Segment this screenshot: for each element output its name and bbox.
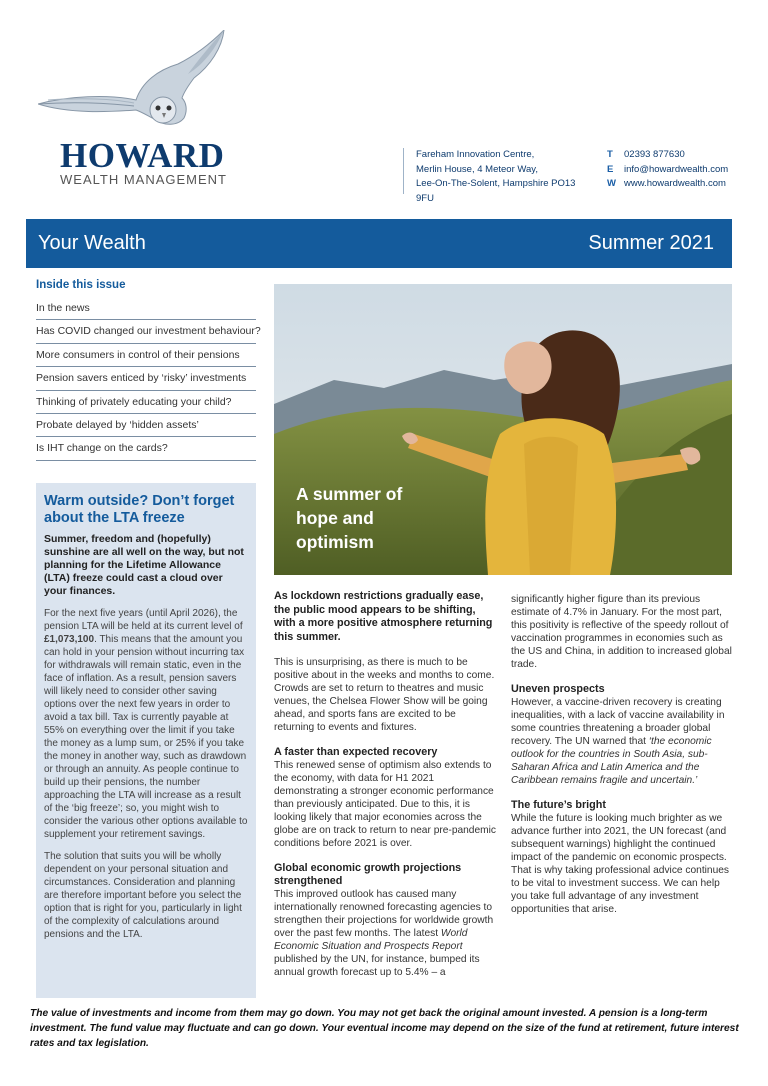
sidebar-article [36, 483, 256, 998]
main-article-paragraph: While the future is looking much brighter as we advance further into 2021, the UN forecast (and subsequent warnings) highlight the continued impact of the pandemic on economic prospects. That is why taking professional advice continues to be vital to investment success. We can help you take full advantage of any investment opportunities that arise. [511, 813, 730, 915]
toc-item[interactable]: Has COVID changed our investment behaviour? [36, 320, 256, 343]
main-article-lead: As lockdown restrictions gradually ease, the public mood appears to be shifting, with a more positive atmosphere returning this summer. [274, 590, 493, 643]
main-article-paragraph [511, 696, 733, 787]
main-article-paragraph: This is unsurprising, as there is much to be positive about in the weeks and months to come. Crowds are set to return to theatres and music venues, the Chelsea Flower Show will be going ahead, and sports fans are excited to be returning to events and fixtures. [274, 657, 495, 733]
text-run: For the next five years (until April 2026), the pension LTA will be held at its current level of [44, 608, 243, 632]
hero-caption: A summer of hope and optimism [296, 484, 403, 552]
sidebar-article-paragraph: The solution that suits you will be wholly dependent on your personal situation and circumstances. Consideration and planning are therefore important before you select the option that is right for you, particularly in light of the complexity of calculations around pensions and the LTA. [44, 851, 242, 940]
section-heading: Uneven prospects [511, 683, 605, 695]
contact-website[interactable] [607, 177, 728, 192]
contact-key: W [607, 178, 616, 189]
text-run: published by the UN, for instance, bumped its annual growth forecast up to 5.4% – a [274, 954, 480, 978]
report-title: World Economic Situation and Prospects Report [274, 928, 468, 952]
issue-banner [26, 219, 732, 268]
contact-key: E [607, 163, 614, 175]
contact-value[interactable]: info@howardwealth.com [624, 163, 729, 175]
contact-phone [607, 148, 728, 163]
risk-disclaimer: The value of investments and income from them may go down. You may not get back the original amount invested. A pension is a long-term investment. The fund value may fluctuate and can go down. Your eventual income may depend on the size of the fund at retirement, future interest rates and tax legislation. [30, 1008, 739, 1049]
toc-item[interactable]: More consumers in control of their pensions [36, 344, 256, 367]
toc-item[interactable]: In the news [36, 297, 256, 320]
sidebar-article-intro: Summer, freedom and (hopefully) sunshine are all well on the way, but not planning for the Lifetime Allowance (LTA) freeze could cast a cloud over your finances. [44, 533, 244, 597]
toc-item[interactable]: Probate delayed by ‘hidden assets’ [36, 414, 256, 437]
section-heading: Global economic growth projections strengthened [274, 862, 462, 887]
table-of-contents [36, 279, 261, 461]
main-article-column-2 [511, 593, 733, 928]
address-line: Fareham Innovation Centre, [416, 149, 535, 160]
main-article-paragraph-continued: significantly higher figure than its previous estimate of 4.7% in January. For the most part, this positivity is reflective of the speedy rollout of vaccination programmes in economies such as the US and China, in addition to increased global trade. [511, 594, 732, 670]
section-heading: The future’s bright [511, 799, 606, 811]
contact-address [403, 148, 593, 204]
sidebar-article-title: Warm outside? Don’t forget about the LTA freeze [44, 493, 235, 526]
address-line: Lee-On-The-Solent, Hampshire PO13 9FU [416, 178, 576, 204]
main-article-paragraph [274, 888, 496, 979]
text-run: However, a vaccine-driven recovery is creating inequalities, with a lack of vaccine availability in some countries threatening a broader global recovery. The UN warned that [511, 697, 725, 747]
lta-amount: £1,073,100 [44, 634, 95, 645]
toc-item[interactable]: Is IHT change on the cards? [36, 437, 256, 460]
un-quote: ‘the economic outlook for the countries in South Asia, sub-Saharan Africa and Latin America and the Caribbean remains fragile and uncertain.’ [511, 736, 712, 786]
contact-details [607, 148, 728, 192]
main-article-column-1 [274, 590, 496, 991]
brand-name: HOWARD [60, 136, 225, 175]
toc-item[interactable]: Pension savers enticed by ‘risky’ investments [36, 367, 256, 390]
contact-value[interactable]: www.howardwealth.com [624, 178, 726, 189]
contact-value: 02393 877630 [624, 149, 685, 160]
text-run: . This means that the amount you can hold in your pension without incurring tax for withdrawals will remain static, even in the face of inflation. As a result, pension savers will likely need to consider other saving options over the next few years in order to avoid a tax bill. Tax is currently payable at 55% on everything over the limit if you take the money as a lump sum, or 25% if you take the money in another way, such as drawdown or through an annuity. As people continue to build up their pensions, the number approaching the LTA will increase as a result of the ‘big freeze’; so, you might wish to consider the various other options available to supplement your retirement savings. [44, 634, 248, 840]
owl-icon [38, 30, 258, 140]
contact-email[interactable] [607, 163, 728, 178]
contact-key: T [607, 149, 613, 160]
hero-image [274, 284, 732, 575]
main-article-paragraph: This renewed sense of optimism also extends to the economy, with data for H1 2021 demonstrating a stronger economic performance than previously anticipated. Due to this, it is looking likely that major economies across the globe are on track to return to near pre-pandemic conditions before 2021 is over. [274, 760, 496, 849]
sidebar-article-paragraph [44, 607, 248, 841]
section-heading: A faster than expected recovery [274, 746, 438, 758]
banner-issue: Summer 2021 [588, 232, 714, 254]
brand-logo [38, 30, 258, 190]
address-line: Merlin House, 4 Meteor Way, [416, 163, 538, 175]
banner-title: Your Wealth [38, 232, 146, 254]
toc-item[interactable]: Thinking of privately educating your child? [36, 391, 256, 414]
text-run: This improved outlook has caused many internationally renowned forecasting agencies to strengthen their projections for worldwide growth over the past few months. The latest [274, 889, 494, 939]
toc-heading: Inside this issue [36, 279, 126, 291]
brand-subtitle: WEALTH MANAGEMENT [60, 172, 227, 187]
